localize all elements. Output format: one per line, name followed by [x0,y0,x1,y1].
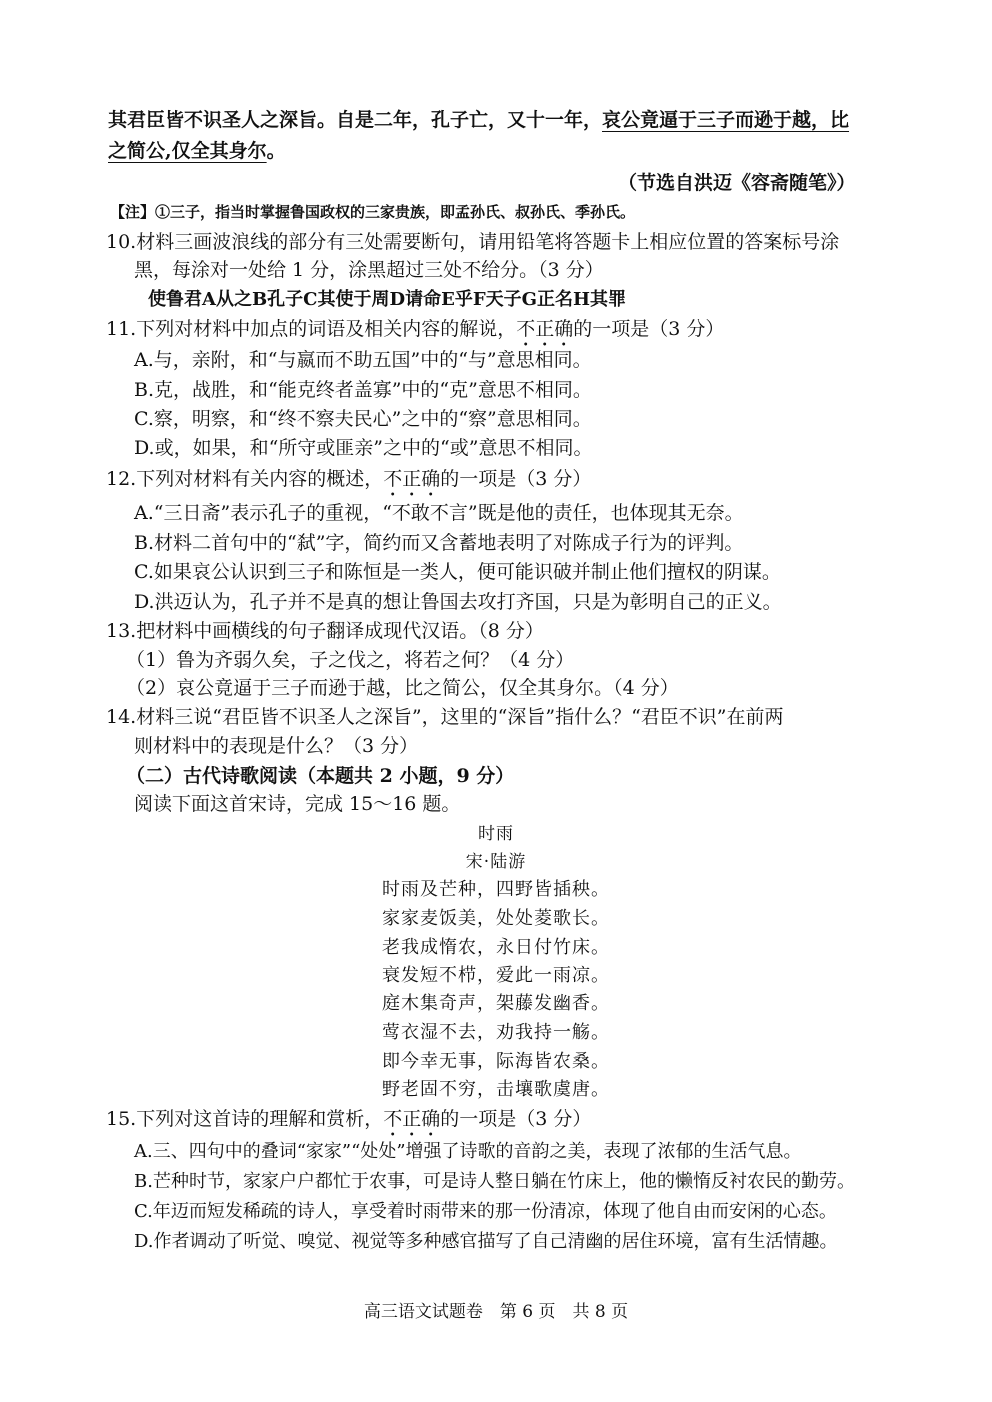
poem-line: 野老固不穷，击壤歌虞唐。 [382,1079,610,1100]
underlined-sentence: 之简公,仅全其身尔 [108,140,267,162]
q10-options: 使鲁君A从之B孔子C其使于周D请命E乎F天子G正名H其罪 [148,289,626,310]
emphasis-text: 不正确 [383,468,441,490]
q11-option-d: D.或，如果，和“所守或匪亲”之中的“或”意思不相同。 [134,437,593,459]
q11-option-c: C.察，明察，和“终不察夫民心”之中的“察”意思相同。 [134,408,592,430]
poem-line: 莺衣湿不去，劝我持一觞。 [382,1022,610,1043]
q15-stem [106,1106,591,1141]
q12-option-d: D.洪迈认为，孔子并不是真的想让鲁国去攻打齐国，只是为彰明自己的正义。 [134,591,782,613]
q10-stem-line-1: 10.材料三画波浪线的部分有三处需要断句，请用铅笔将答题卡上相应位置的答案标号涂 [106,231,840,253]
stem-text: 15.下列对这首诗的理解和赏析， [106,1108,384,1130]
poem-line: 庭木集奇声，架藤发幽香。 [382,993,610,1014]
q11-option-b: B.克，战胜，和“能克终者盖寡”中的“克”意思不相同。 [134,379,592,401]
poem-line: 即今幸无事，际海皆农桑。 [382,1051,610,1072]
emphasis-text: 不正确 [383,1108,441,1130]
q13-stem: 13.把材料中画横线的句子翻译成现代汉语。（8 分） [106,620,544,642]
emphasis-text: 不正确 [516,318,574,340]
underlined-sentence: 哀公竟逼于三子而逊于越，比 [602,109,850,131]
q14-stem-line-2: 则材料中的表现是什么？（3 分） [134,735,419,757]
poem-line: 老我成惰农，永日付竹床。 [382,937,610,958]
section-instruction: 阅读下面这首宋诗，完成 15～16 题。 [134,793,461,815]
poem-line: 衰发短不栉，爱此一雨凉。 [382,965,610,986]
stem-text: 11.下列对材料中加点的词语及相关内容的解说， [106,318,517,340]
material-text: 。 [266,140,286,162]
material-text: 其君臣皆不识圣人之深旨。自是二年，孔子亡，又十一年， [108,109,603,131]
stem-text: 的一项是（3 分） [573,318,725,340]
q15-option-b: B.芒种时节，家家户户都忙于农事，可是诗人整日躺在竹床上，他的懒惰反衬农民的勤劳。 [134,1171,855,1192]
poem-line: 家家麦饭美，处处菱歌长。 [382,908,610,929]
q12-stem [106,466,591,501]
annotation-note: 【注】①三子，指当时掌握鲁国政权的三家贵族，即孟孙氏、叔孙氏、季孙氏。 [110,203,636,221]
q13-sentence-1: （1）鲁为齐弱久矣，子之伐之，将若之何？（4 分） [126,649,575,671]
page-footer: 高三语文试题卷 第 6 页 共 8 页 [363,1302,629,1322]
source-citation: （节选自洪迈《容斋随笔》） [618,172,856,194]
q12-option-c: C.如果哀公认识到三子和陈恒是一类人，便可能识破并制止他们擅权的阴谋。 [134,561,781,583]
section-heading: （二）古代诗歌阅读（本题共 2 小题，9 分） [126,765,515,787]
stem-text: 12.下列对材料有关内容的概述， [106,468,384,490]
stem-text: 的一项是（3 分） [440,1108,592,1130]
stem-text: 的一项是（3 分） [440,468,592,490]
q15-option-d: D.作者调动了听觉、嗅觉、视觉等多种感官描写了自己清幽的居住环境，富有生活情趣。 [134,1231,838,1252]
q14-stem-line-1: 14.材料三说“君臣皆不识圣人之深旨”，这里的“深旨”指什么？“君臣不识”在前两 [106,706,784,728]
q12-option-b: B.材料二首句中的“弑”字，简约而又含蓄地表明了对陈成子行为的评判。 [134,532,744,554]
poem-author: 宋·陆游 [465,852,527,872]
q11-stem [106,316,724,351]
q13-sentence-2: （2）哀公竟逼于三子而逊于越，比之简公，仅全其身尔。（4 分） [126,677,679,699]
q12-option-a: A.“三日斋”表示孔子的重视，“不敢不言”既是他的责任，也体现其无奈。 [134,502,744,524]
q10-stem-line-2: 黑，每涂对一处给 1 分，涂黑超过三处不给分。（3 分） [134,259,604,281]
poem-line: 时雨及芒种，四野皆插秧。 [382,879,610,900]
poem-title: 时雨 [478,824,514,844]
material-line-2 [108,138,286,164]
q15-option-c: C.年迈而短发稀疏的诗人，享受着时雨带来的那一份清凉，体现了他自由而安闲的心态。 [134,1201,837,1222]
q11-option-a: A.与，亲附，和“与嬴而不助五国”中的“与”意思相同。 [134,349,592,371]
material-line-1 [108,107,849,133]
q15-option-a: A.三、四句中的叠词“家家”“处处”增强了诗歌的音韵之美，表现了浓郁的生活气息。 [134,1141,802,1162]
